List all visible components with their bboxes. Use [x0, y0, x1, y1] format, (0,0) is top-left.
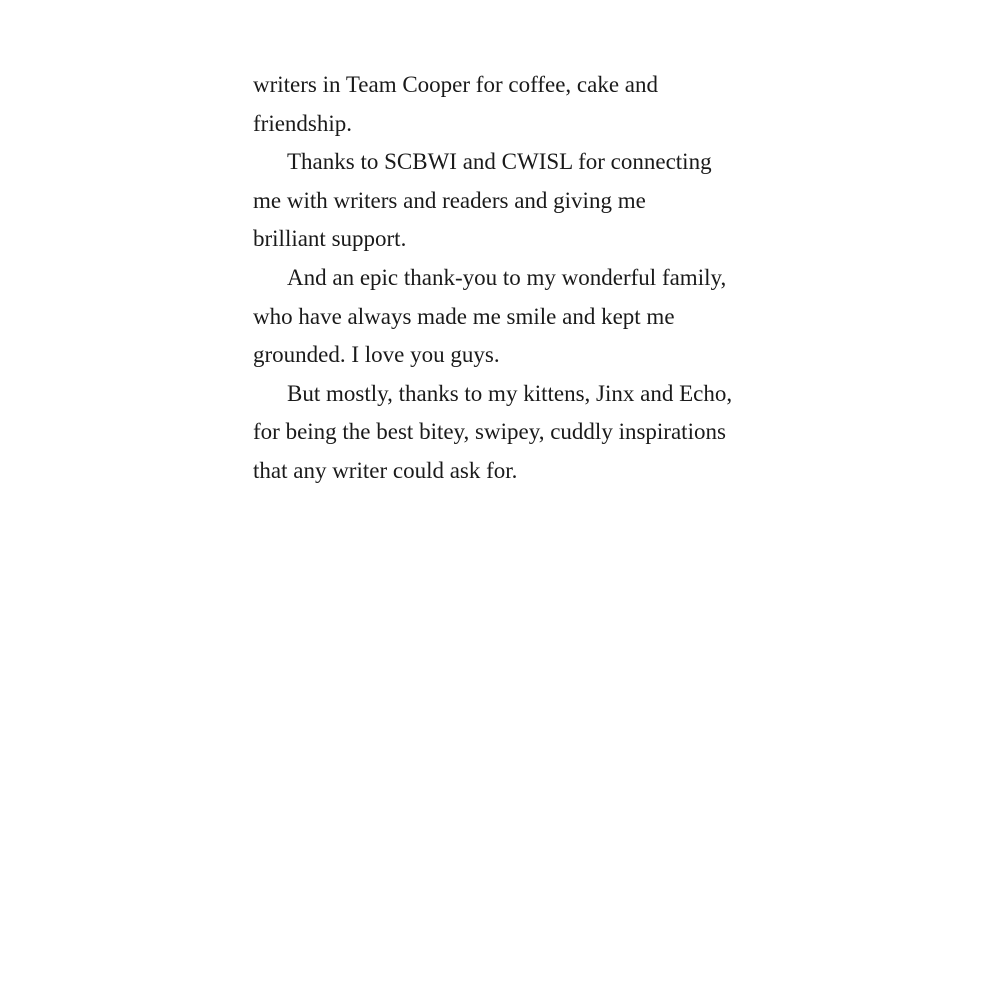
text-line: writers in Team Cooper for coffee, cake and — [253, 72, 658, 97]
paragraph-team-cooper — [253, 66, 773, 143]
paragraph-kittens — [253, 375, 773, 491]
text-line: Thanks to SCBWI and CWISL for connecting — [287, 149, 712, 175]
text-line: friendship. — [253, 110, 353, 136]
text-line: that any writer could ask for. — [253, 457, 518, 483]
text-line: who have always made me smile and kept me — [253, 303, 675, 329]
acknowledgements-text — [253, 66, 773, 491]
text-line: grounded. I love you guys. — [253, 342, 500, 368]
text-line: And an epic thank-you to my wonderful family, — [287, 264, 727, 290]
text-line: But mostly, thanks to my kittens, Jinx and Echo, — [287, 380, 733, 406]
paragraph-scbwi-cwisl — [253, 143, 773, 259]
text-line: brilliant support. — [253, 226, 407, 252]
paragraph-family — [253, 259, 773, 375]
text-line: me with writers and readers and giving me — [253, 187, 646, 213]
text-line: for being the best bitey, swipey, cuddly inspirations — [253, 419, 726, 445]
